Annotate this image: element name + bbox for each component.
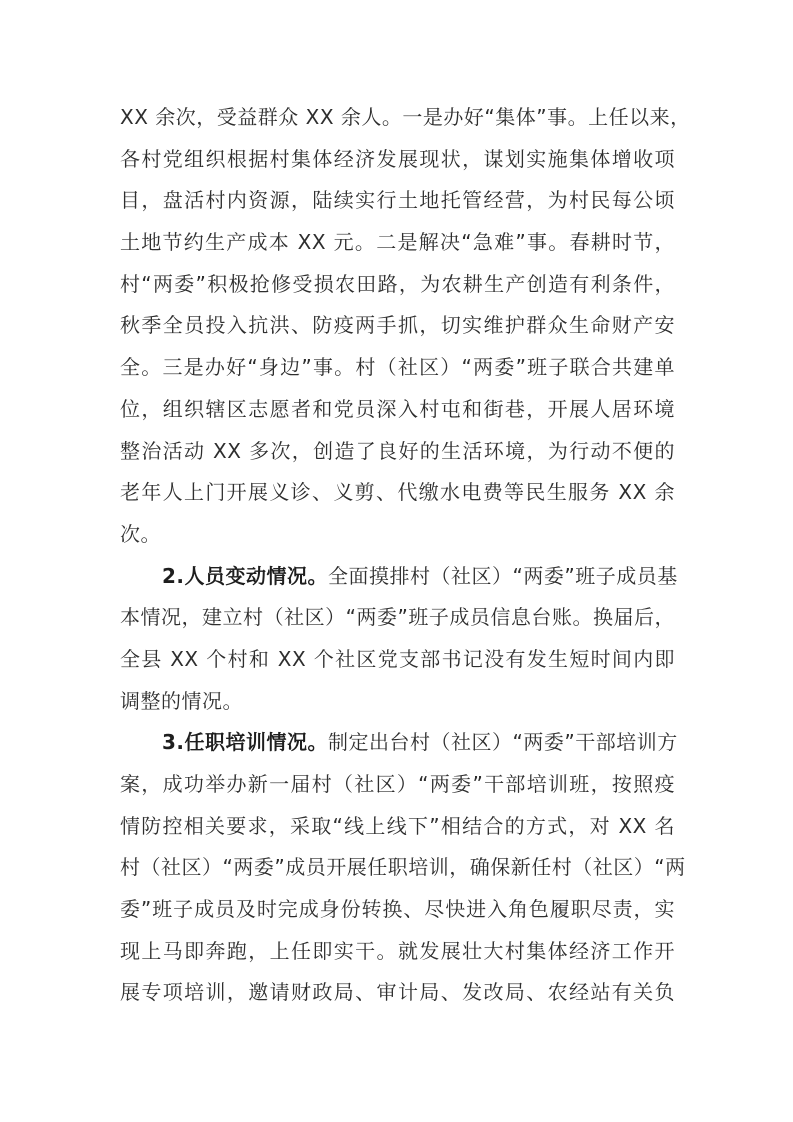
text-line: 目，盘活村内资源，陆续实行土地托管经营，为村民每公顷	[120, 188, 675, 213]
text-line: 案，成功举办新一届村（社区）“两委”干部培训班，按照疫	[120, 772, 675, 796]
text-line: 整治活动 XX 多次，创造了良好的生活环境，为行动不便的	[120, 438, 675, 463]
paragraph-onboarding-training	[120, 722, 686, 1014]
text-line: 情防控相关要求，采取“线上线下”相结合的方式，对 XX 名	[120, 813, 675, 838]
text-run: 制定出台村（社区）“两委”干部培训方	[328, 730, 678, 755]
section-heading-personnel-changes: 2.人员变动情况。	[162, 563, 329, 588]
text-line: 秋季全员投入抗洪、防疫两手抓，切实维护群众生命财产安	[120, 313, 675, 338]
text-line: 现上马即奔跑，上任即实干。就发展壮大村集体经济工作开	[120, 938, 675, 963]
text-line: 调整的情况。	[120, 688, 243, 713]
text-line: 本情况，建立村（社区）“两委”班子成员信息台账。换届后，	[120, 605, 675, 630]
text-line: 全。三是办好“身边”事。村（社区）“两委”班子联合共建单	[120, 355, 675, 380]
text-line: 位，组织辖区志愿者和党员深入村屯和街巷，开展人居环境	[120, 396, 675, 421]
text-line: 村（社区）“两委”成员开展任职培训，确保新任村（社区）“两	[120, 855, 686, 880]
text-line: 村“两委”积极抢修受损农田路，为农耕生产创造有利条件，	[120, 271, 675, 296]
text-line: 展专项培训，邀请财政局、审计局、发改局、农经站有关负	[120, 980, 675, 1005]
text-line: 次。	[120, 521, 161, 546]
text-run: 全面摸排村（社区）“两委”班子成员基	[328, 563, 678, 588]
text-line	[120, 722, 678, 764]
text-line: 老年人上门开展义诊、义剪、代缴水电费等民生服务 XX 余	[120, 480, 675, 505]
text-line: XX 余次，受益群众 XX 余人。一是办好“集体”事。上任以来，	[120, 105, 691, 129]
text-line: 土地节约生产成本 XX 元。二是解决“急难”事。春耕时节，	[120, 230, 675, 255]
section-heading-onboarding-training: 3.任职培训情况。	[162, 730, 329, 755]
text-line: 各村党组织根据村集体经济发展现状，谋划实施集体增收项	[120, 146, 675, 171]
document-body	[120, 97, 691, 1014]
paragraph-results	[120, 97, 691, 556]
text-line: 委”班子成员及时完成身份转换、尽快进入角色履职尽责，实	[120, 897, 675, 922]
text-line	[120, 556, 678, 598]
paragraph-personnel-changes	[120, 556, 678, 723]
text-line: 全县 XX 个村和 XX 个社区党支部书记没有发生短时间内即	[120, 646, 675, 671]
